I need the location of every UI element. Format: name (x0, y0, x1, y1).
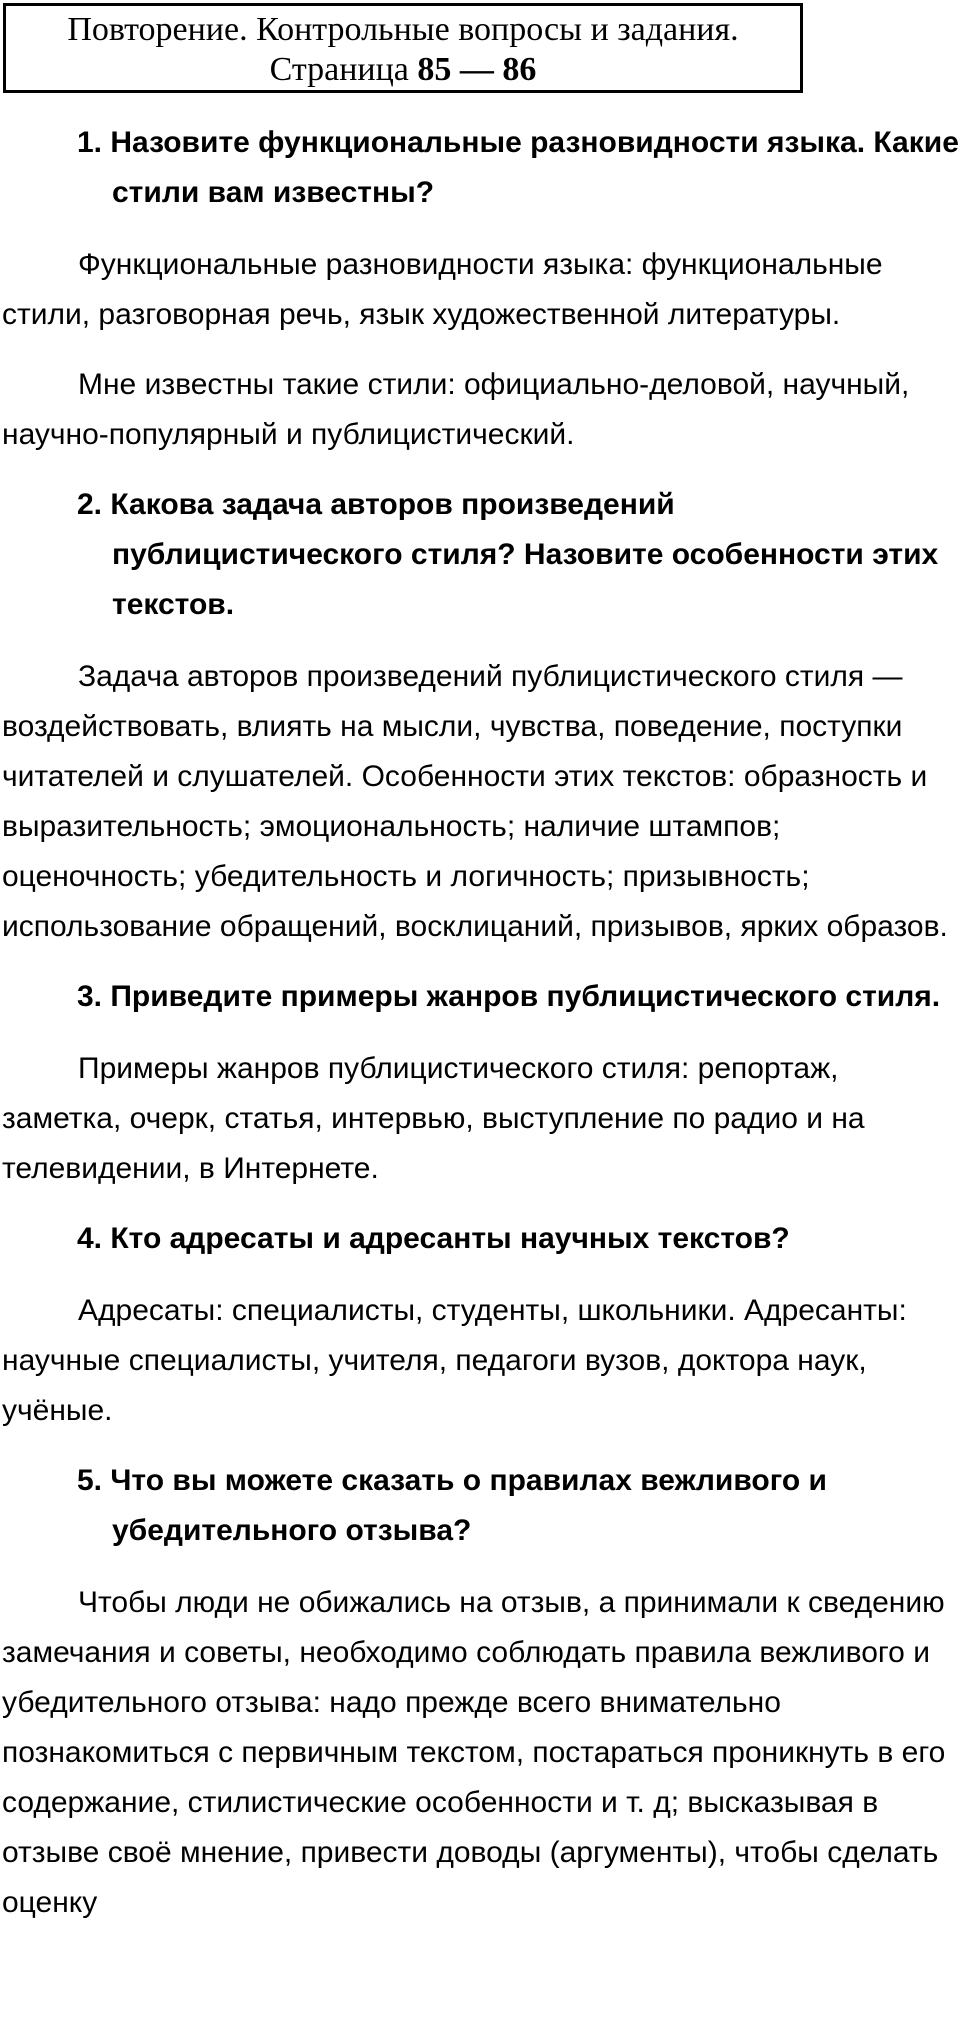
question-1-title: 1. Назовите функциональные разновидности языка. Какие стили вам известны? (77, 126, 959, 209)
answer-paragraph: Адресаты: специалисты, студенты, школьники. Адресанты: научные специалисты, учителя, педагоги вузов, доктора наук, учёные. (2, 1294, 907, 1427)
header-page-to: 86 (502, 51, 537, 88)
answer-paragraph: Чтобы люди не обижались на отзыв, а принимали к сведению замечания и советы, необходимо соблюдать правила вежливого и убедительного отзыва: надо прежде всего внимательно познакомиться с первичным текстом, постараться проникнуть в его содержание, стилистические особенности и т. д; высказывая в отзыве своё мнение, привести доводы (аргументы), чтобы сделать оценку (2, 1586, 946, 1919)
page-header-box (3, 3, 803, 93)
question-2-title: 2. Какова задача авторов произведений публицистического стиля? Назовите особенности этих текстов. (77, 488, 939, 621)
header-page-dash: — (459, 51, 494, 88)
question-4-title: 4. Кто адресаты и адресанты научных текстов? (77, 1222, 790, 1255)
header-page-from: 85 (417, 51, 452, 88)
question-3-title: 3. Приведите примеры жанров публицистического стиля. (77, 980, 941, 1013)
header-page-label: Страница (269, 51, 409, 88)
answer-paragraph: Задача авторов произведений публицистического стиля — воздействовать, влиять на мысли, чувства, поведение, поступки читателей и слушателей. Особенности этих текстов: образность и выразительность; эмоциональность; наличие штампов; оценочность; убедительность и логичность; призывность; использование обращений, восклицаний, призывов, ярких образов. (2, 660, 948, 943)
answer-paragraph: Функциональные разновидности языка: функциональные стили, разговорная речь, язык художественной литературы. (2, 248, 883, 331)
answer-paragraph: Примеры жанров публицистического стиля: репортаж, заметка, очерк, статья, интервью, выступление по радио и на телевидении, в Интернете. (2, 1052, 865, 1185)
header-page-range (6, 50, 800, 90)
answer-paragraph: Мне известны такие стили: официально-деловой, научный, научно-популярный и публицистический. (2, 368, 910, 451)
question-5-title: 5. Что вы можете сказать о правилах вежливого и убедительного отзыва? (77, 1464, 827, 1547)
document-content (0, 118, 960, 1948)
header-title: Повторение. Контрольные вопросы и задания. (67, 11, 739, 48)
